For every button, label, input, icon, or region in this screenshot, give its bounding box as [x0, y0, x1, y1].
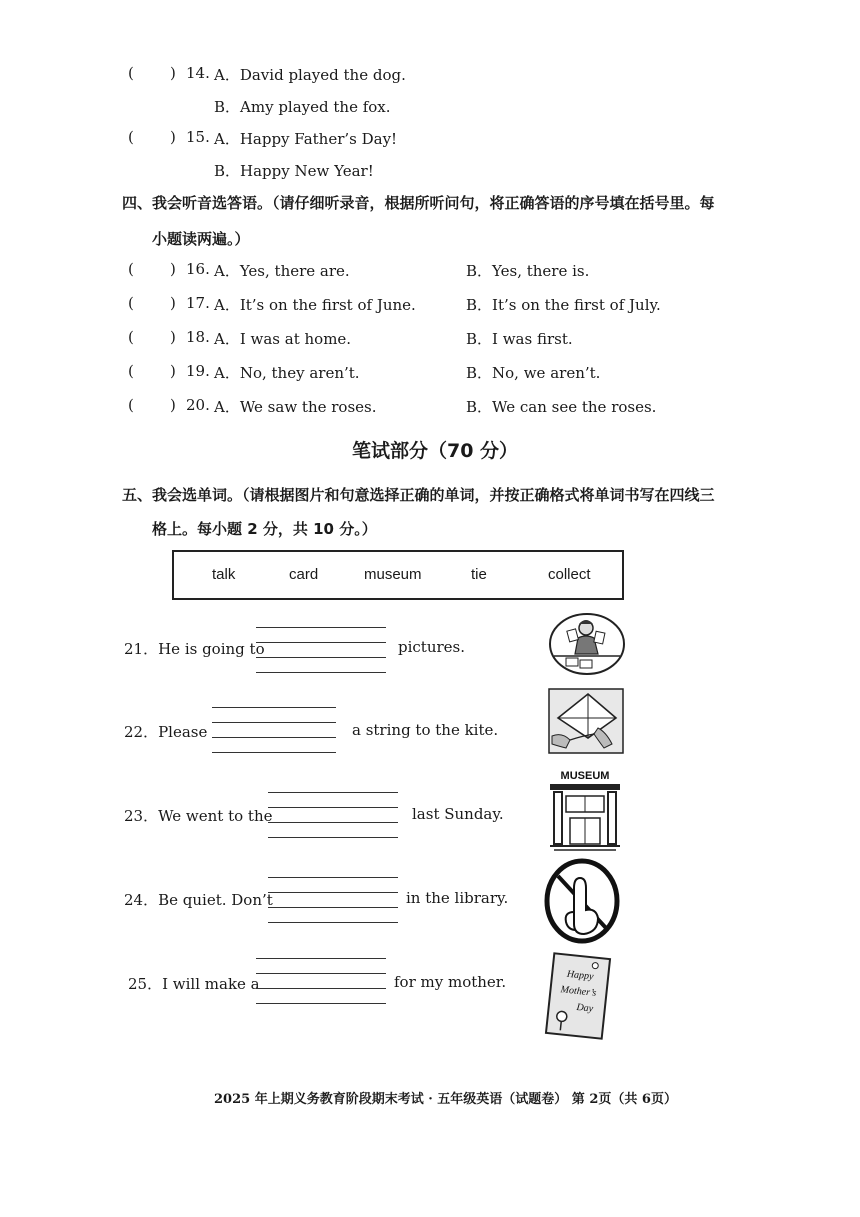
answer-paren[interactable]: ( [128, 396, 134, 414]
sentence-start: 23．We went to the [124, 807, 273, 825]
museum-sign-text: MUSEUM [560, 770, 610, 782]
four-line-writing-area[interactable] [268, 792, 398, 838]
answer-paren[interactable]: ( [128, 328, 134, 346]
page-footer: 2025 年上期义务教育阶段期末考试 · 五年级英语（试题卷） 第 2页（共 6页） [214, 1092, 677, 1107]
sentence-end: in the library. [406, 889, 509, 907]
card-text-mothers: Mother’s [560, 984, 597, 999]
answer-paren[interactable]: ( [128, 294, 134, 312]
sentence-start: 24．Be quiet. Don’t [124, 891, 273, 909]
answer-paren-close: ) [170, 328, 176, 346]
sentence-end: pictures. [398, 638, 466, 656]
answer-paren[interactable]: ( [128, 260, 134, 278]
four-line-writing-area[interactable] [212, 707, 336, 753]
question-number: 20. [186, 396, 210, 414]
question-number: 14. [186, 64, 210, 82]
sentence-end: a string to the kite. [352, 721, 499, 739]
written-section-title: 笔试部分（70 分） [352, 440, 519, 462]
word-bank-box [172, 550, 624, 600]
answer-paren-close: ) [170, 362, 176, 380]
part4-heading-line1: 四、我会听音选答语。（请仔细听录音，根据所听问句，将正确答语的序号填在括号里。每 [122, 194, 715, 212]
option-b: B．I was first. [466, 330, 573, 348]
four-line-writing-area[interactable] [256, 627, 386, 673]
four-line-writing-area[interactable] [268, 877, 398, 923]
answer-paren-close: ) [170, 64, 176, 82]
part4-heading-line2: 小题读两遍。） [152, 230, 250, 248]
four-line-writing-area[interactable] [256, 958, 386, 1004]
sentence-end: last Sunday. [412, 805, 504, 823]
kite-string-icon [548, 688, 624, 754]
option-b: B．Amy played the fox. [214, 98, 391, 116]
sentence-start: 22．Please [124, 723, 208, 741]
part5-heading-line1: 五、我会选单词。（请根据图片和句意选择正确的单词，并按正确格式将单词书写在四线三 [122, 486, 715, 504]
card-text-happy: Happy [566, 968, 594, 983]
option-a: A．No, they aren’t. [214, 364, 360, 382]
answer-paren-close: ) [170, 294, 176, 312]
option-b: B．No, we aren’t. [466, 364, 601, 382]
word-bank-word: collect [548, 566, 591, 583]
option-a: A．Happy Father’s Day! [214, 130, 398, 148]
word-bank-word: tie [471, 566, 487, 583]
option-a: A．We saw the roses. [214, 398, 377, 416]
mothers-day-card-icon [540, 950, 616, 1042]
answer-paren-close: ) [170, 260, 176, 278]
part5-heading-line2: 格上。每小题 2 分，共 10 分。） [152, 520, 377, 538]
option-b: B．It’s on the first of July. [466, 296, 661, 314]
option-a: A．Yes, there are. [214, 262, 350, 280]
question-number: 19. [186, 362, 210, 380]
sentence-start: 25．I will make a [128, 975, 260, 993]
option-b: B．We can see the roses. [466, 398, 657, 416]
museum-building-icon [544, 766, 626, 854]
card-text-day: Day [575, 1001, 594, 1015]
question-number: 17. [186, 294, 210, 312]
option-a: A．David played the dog. [214, 66, 406, 84]
question-number: 15. [186, 128, 210, 146]
boy-collecting-pictures-icon [548, 612, 626, 676]
option-a: A．I was at home. [214, 330, 352, 348]
answer-paren[interactable]: ( [128, 362, 134, 380]
question-number: 16. [186, 260, 210, 278]
quiet-finger-icon [544, 858, 620, 944]
option-b: B．Yes, there is. [466, 262, 590, 280]
word-bank-word: card [289, 566, 319, 583]
word-bank-word: museum [364, 566, 422, 583]
option-b: B．Happy New Year! [214, 162, 374, 180]
sentence-end: for my mother. [394, 973, 507, 991]
word-bank-word: talk [212, 566, 236, 583]
answer-paren-open[interactable]: ( [128, 128, 134, 146]
option-a: A．It’s on the first of June. [214, 296, 416, 314]
question-number: 18. [186, 328, 210, 346]
sentence-start: 21．He is going to [124, 640, 265, 658]
answer-paren-close: ) [170, 396, 176, 414]
answer-paren-close: ) [170, 128, 176, 146]
answer-paren-open[interactable]: ( [128, 64, 134, 82]
